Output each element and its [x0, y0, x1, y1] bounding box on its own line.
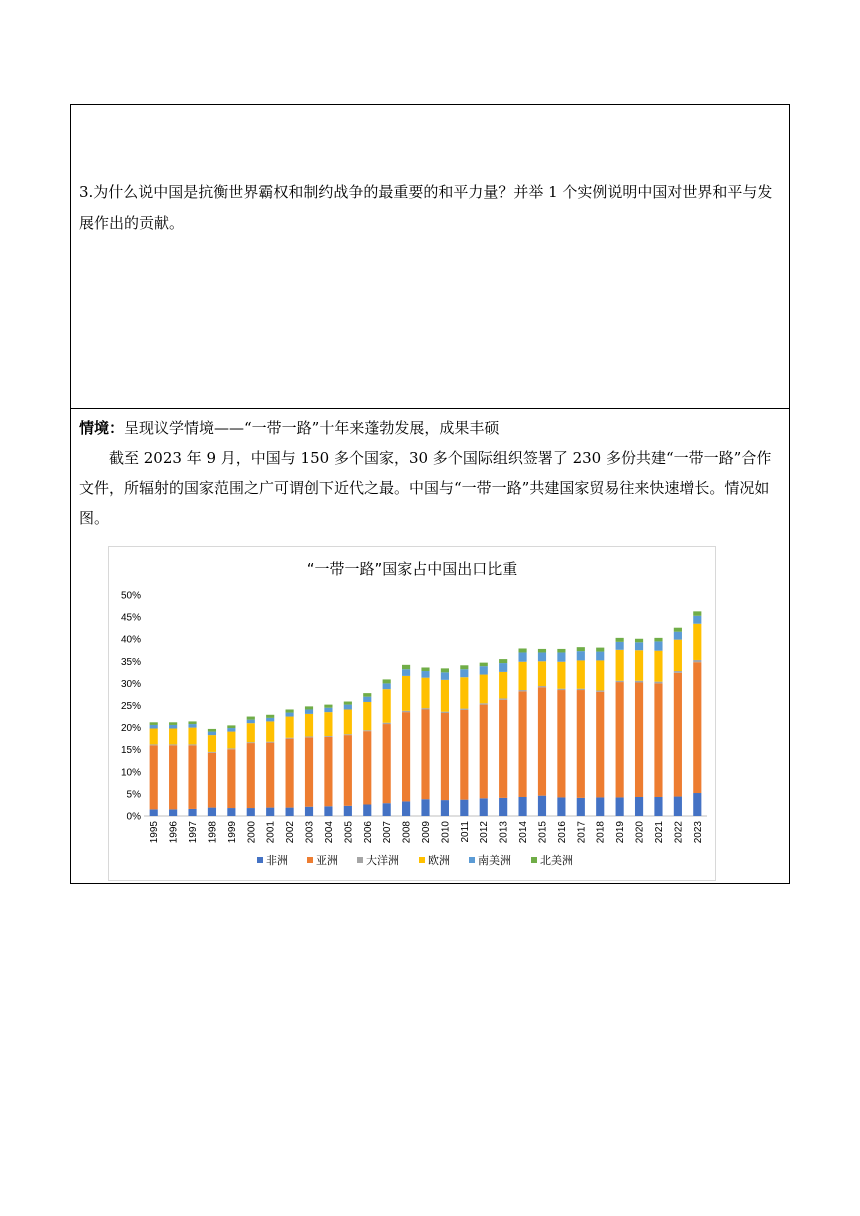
bar-segment: [344, 806, 352, 816]
bar-segment: [305, 709, 313, 713]
question-3: 3.为什么说中国是抗衡世界霸权和制约战争的最重要的和平力量？并举 1 个实例说明中国对世界和平与发展作出的贡献。: [79, 183, 773, 232]
bar-segment: [266, 715, 274, 718]
bar-segment: [693, 616, 701, 624]
bar-segment: [635, 683, 643, 797]
bar-segment: [247, 742, 255, 743]
bar-segment: [616, 642, 624, 650]
legend-label: 亚洲: [316, 854, 338, 867]
bar-segment: [480, 705, 488, 799]
bar-segment: [286, 717, 294, 738]
bar-segment: [616, 650, 624, 681]
bar-segment: [286, 709, 294, 712]
bar-segment: [208, 732, 216, 736]
legend-swatch: [257, 857, 263, 863]
bar-segment: [674, 797, 682, 816]
bar-segment: [460, 677, 468, 708]
bar-segment: [150, 728, 158, 744]
bar-segment: [635, 642, 643, 650]
y-tick-label: 35%: [120, 656, 141, 668]
bar-segment: [383, 683, 391, 689]
chart-title: “一带一路”国家占中国出口比重: [306, 560, 518, 578]
bar-segment: [674, 640, 682, 671]
bar-segment: [480, 798, 488, 816]
y-tick-label: 45%: [120, 612, 141, 624]
bar-segment: [460, 669, 468, 677]
bar-segment: [577, 660, 585, 688]
bars: [150, 611, 702, 816]
bar-segment: [227, 732, 235, 749]
bar-segment: [344, 702, 352, 705]
bar-segment: [538, 796, 546, 816]
bar-segment: [441, 680, 449, 712]
bar-segment: [518, 690, 526, 691]
bar-segment: [402, 669, 410, 676]
bar-segment: [480, 703, 488, 704]
bar-segment: [150, 722, 158, 725]
bar-segment: [169, 744, 177, 745]
bar-segment: [402, 712, 410, 801]
y-tick-label: 10%: [120, 767, 141, 779]
bar-segment: [305, 737, 313, 806]
bar-segment: [188, 728, 196, 745]
bar-segment: [480, 675, 488, 704]
bar-segment: [169, 809, 177, 816]
bar-segment: [616, 682, 624, 797]
x-tick-label: 2015: [537, 821, 549, 844]
context-heading: 呈现议学情境——“一带一路”十年来蓬勃发展，成果丰硕: [124, 419, 500, 437]
x-tick-label: 2016: [556, 821, 568, 844]
y-tick-label: 50%: [120, 590, 141, 602]
bar-segment: [693, 793, 701, 816]
bar-segment: [596, 692, 604, 798]
bar-segment: [616, 638, 624, 642]
context-paragraph: 截至 2023 年 9 月，中国与 150 多个国家，30 多个国际组织签署了 230 多份共建“一带一路”合作文件，所辐射的国家范围之广可谓创下近代之最。中国与“一带一路”共建国家贸易往来快速增长。情况如图。: [79, 449, 772, 527]
bar-segment: [499, 700, 507, 798]
bar-segment: [441, 712, 449, 713]
bar-segment: [150, 725, 158, 729]
bar-segment: [654, 797, 662, 816]
bar-segment: [363, 731, 371, 804]
bar-segment: [441, 800, 449, 816]
bar-segment: [305, 706, 313, 709]
bar-segment: [460, 710, 468, 800]
bar-segment: [421, 708, 429, 709]
x-tick-label: 1996: [168, 821, 180, 844]
bar-segment: [557, 649, 565, 653]
bar-segment: [635, 639, 643, 643]
x-tick-label: 2022: [673, 821, 685, 844]
bar-segment: [286, 808, 294, 816]
bar-segment: [208, 753, 216, 808]
x-tick-label: 2014: [518, 821, 530, 844]
y-tick-label: 20%: [120, 723, 141, 735]
bar-segment: [693, 624, 701, 660]
x-tick-label: 2023: [692, 821, 704, 844]
y-tick-label: 30%: [120, 678, 141, 690]
bar-segment: [188, 809, 196, 816]
bar-segment: [421, 667, 429, 671]
bar-segment: [227, 808, 235, 816]
bar-segment: [324, 705, 332, 708]
bar-segment: [266, 721, 274, 741]
legend-swatch: [469, 857, 475, 863]
bar-segment: [693, 660, 701, 662]
bar-segment: [363, 730, 371, 731]
bar-segment: [169, 728, 177, 744]
bar-segment: [460, 709, 468, 710]
bar-segment: [596, 797, 604, 816]
bar-segment: [208, 735, 216, 752]
bar-segment: [441, 713, 449, 800]
bar-segment: [518, 691, 526, 797]
y-tick-label: 0%: [126, 811, 141, 823]
legend-swatch: [419, 857, 425, 863]
bar-segment: [324, 737, 332, 806]
bar-segment: [324, 712, 332, 736]
bar-segment: [654, 641, 662, 650]
y-tick-label: 15%: [120, 745, 141, 757]
bar-segment: [557, 652, 565, 661]
bar-segment: [616, 681, 624, 682]
bar-segment: [674, 671, 682, 673]
x-tick-label: 2012: [479, 821, 491, 844]
bar-segment: [247, 723, 255, 742]
bar-segment: [441, 668, 449, 672]
bar-segment: [402, 676, 410, 711]
legend-label: 欧洲: [428, 854, 450, 867]
bar-segment: [344, 734, 352, 735]
x-tick-label: 2011: [459, 821, 471, 843]
legend-label: 非洲: [266, 854, 288, 867]
bar-segment: [150, 744, 158, 745]
x-tick-label: 2005: [343, 821, 355, 844]
legend-swatch: [531, 857, 537, 863]
bar-segment: [266, 742, 274, 743]
legend-swatch: [307, 857, 313, 863]
bar-segment: [383, 689, 391, 723]
bar-segment: [518, 648, 526, 652]
x-tick-label: 2021: [653, 821, 665, 844]
bar-segment: [247, 717, 255, 720]
bar-segment: [305, 736, 313, 737]
bar-segment: [654, 682, 662, 684]
bar-segment: [499, 663, 507, 672]
bar-segment: [344, 705, 352, 710]
bar-segment: [577, 798, 585, 816]
bar-segment: [616, 797, 624, 816]
bar-segment: [247, 808, 255, 816]
bar-segment: [324, 736, 332, 737]
bar-segment: [363, 697, 371, 702]
bar-segment: [596, 690, 604, 691]
bar-segment: [286, 739, 294, 808]
bar-segment: [538, 661, 546, 686]
x-tick-label: 2007: [382, 821, 394, 844]
bar-segment: [538, 686, 546, 687]
bar-segment: [654, 638, 662, 642]
x-tick-label: 2001: [265, 821, 277, 844]
x-tick-label: 1997: [188, 821, 200, 844]
bar-segment: [654, 651, 662, 682]
bar-segment: [421, 671, 429, 678]
bar-segment: [169, 725, 177, 729]
bar-segment: [460, 665, 468, 669]
legend-swatch: [357, 857, 363, 863]
x-tick-label: 1998: [207, 821, 219, 844]
bar-segment: [169, 745, 177, 809]
x-tick-label: 2004: [323, 821, 335, 844]
bar-segment: [635, 650, 643, 680]
x-tick-label: 2020: [634, 821, 646, 844]
bar-segment: [635, 681, 643, 683]
bar-segment: [557, 690, 565, 797]
y-tick-label: 40%: [120, 634, 141, 646]
bar-segment: [402, 665, 410, 669]
bar-segment: [557, 689, 565, 690]
bar-segment: [577, 690, 585, 798]
bar-segment: [266, 743, 274, 808]
bar-segment: [518, 652, 526, 661]
bar-segment: [577, 651, 585, 660]
row-divider: [71, 408, 789, 409]
bar-segment: [402, 801, 410, 816]
bar-segment: [577, 689, 585, 690]
bar-segment: [247, 720, 255, 724]
bar-segment: [557, 662, 565, 689]
legend: [257, 853, 573, 867]
bar-segment: [227, 728, 235, 732]
bar-segment: [150, 809, 158, 816]
bar-segment: [208, 729, 216, 732]
bar-segment: [344, 735, 352, 806]
bar-segment: [266, 718, 274, 722]
document-table: [70, 104, 790, 884]
x-tick-label: 2000: [246, 821, 258, 844]
y-tick-label: 25%: [120, 701, 141, 712]
context-heading-line: [79, 413, 781, 443]
bar-segment: [460, 800, 468, 816]
x-tick-label: 2008: [401, 821, 413, 844]
bar-segment: [421, 709, 429, 799]
bar-segment: [324, 708, 332, 712]
bar-segment: [518, 662, 526, 690]
bar-segment: [596, 660, 604, 690]
bar-segment: [305, 807, 313, 816]
bar-segment: [383, 723, 391, 724]
bar-segment: [596, 648, 604, 652]
bar-segment: [383, 679, 391, 683]
bar-segment: [596, 652, 604, 661]
bar-segment: [499, 659, 507, 663]
context-section: [79, 413, 781, 533]
bar-segment: [363, 702, 371, 730]
bar-segment: [538, 687, 546, 795]
export-share-chart: [108, 546, 716, 881]
x-tick-label: 1999: [226, 821, 238, 844]
bar-segment: [577, 647, 585, 651]
bar-segment: [421, 799, 429, 816]
x-tick-label: 2009: [421, 821, 432, 844]
bar-segment: [383, 724, 391, 803]
bar-segment: [674, 632, 682, 640]
bar-segment: [499, 672, 507, 699]
legend-label: 大洋洲: [366, 854, 399, 867]
x-tick-label: 2010: [440, 821, 452, 844]
bar-segment: [480, 663, 488, 667]
bar-segment: [188, 721, 196, 724]
bar-segment: [383, 803, 391, 816]
bar-segment: [557, 797, 565, 816]
x-tick-label: 1995: [149, 821, 161, 844]
bar-segment: [363, 693, 371, 697]
bar-segment: [499, 798, 507, 816]
bar-segment: [693, 662, 701, 793]
bar-segment: [693, 611, 701, 615]
legend-label: 南美洲: [478, 854, 511, 867]
bar-segment: [538, 649, 546, 653]
bar-segment: [208, 752, 216, 753]
bar-segment: [635, 797, 643, 816]
bar-segment: [674, 628, 682, 632]
bar-segment: [208, 808, 216, 816]
bar-segment: [499, 698, 507, 699]
bar-segment: [227, 748, 235, 749]
bar-segment: [266, 808, 274, 816]
bar-segment: [654, 683, 662, 797]
legend-label: 北美洲: [540, 854, 573, 867]
bar-segment: [480, 666, 488, 674]
bar-segment: [421, 678, 429, 708]
x-tick-label: 2003: [304, 821, 316, 844]
x-tick-label: 2013: [498, 821, 510, 844]
bar-segment: [227, 725, 235, 728]
x-tick-label: 2019: [615, 821, 627, 844]
bar-segment: [150, 745, 158, 809]
bar-segment: [538, 652, 546, 661]
x-tick-label: 2006: [362, 821, 374, 844]
bar-segment: [518, 797, 526, 816]
bar-segment: [188, 724, 196, 728]
x-tick-label: 2018: [595, 821, 607, 844]
x-tick-label: 2002: [285, 821, 297, 844]
bar-segment: [188, 745, 196, 809]
bar-segment: [286, 713, 294, 717]
bar-segment: [402, 711, 410, 712]
x-axis: [149, 821, 704, 844]
bar-segment: [441, 672, 449, 680]
chart-svg: [109, 547, 715, 880]
bar-segment: [324, 806, 332, 816]
bar-segment: [247, 743, 255, 808]
bar-segment: [227, 749, 235, 808]
y-tick-label: 5%: [126, 789, 141, 801]
bar-segment: [169, 722, 177, 725]
bar-segment: [344, 709, 352, 734]
context-label: 情境：: [79, 419, 125, 437]
bar-segment: [305, 714, 313, 737]
bar-segment: [674, 673, 682, 797]
bar-segment: [363, 805, 371, 816]
bar-segment: [286, 738, 294, 739]
bar-segment: [188, 744, 196, 745]
x-tick-label: 2017: [576, 821, 588, 844]
